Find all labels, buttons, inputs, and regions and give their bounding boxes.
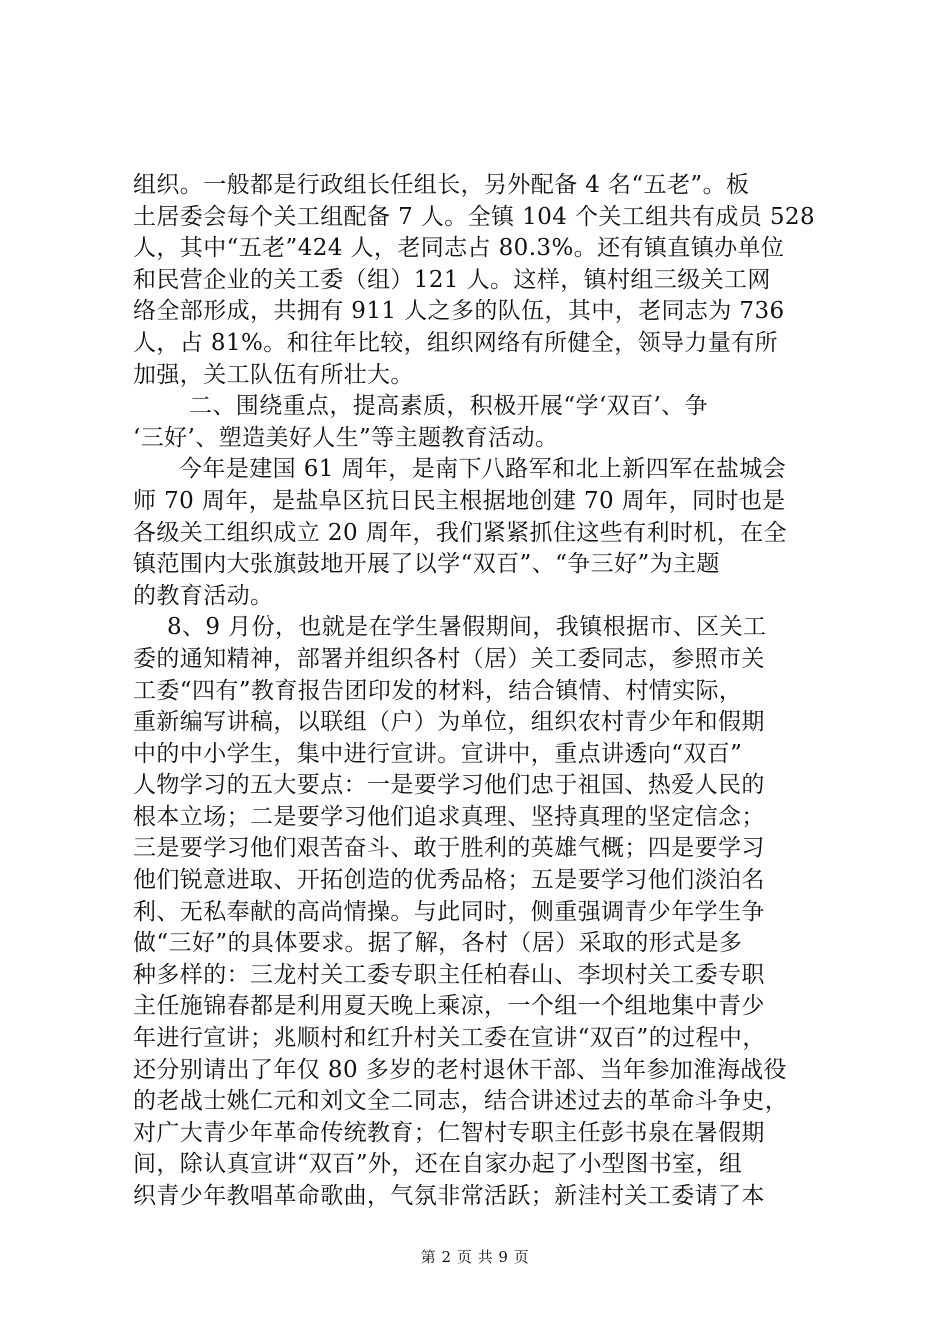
body-line: 年进行宣讲；兆顺村和红升村关工委在宣讲“双百”的过程中， — [133, 1025, 766, 1052]
document-body — [133, 170, 833, 1213]
body-line: 各级关工组织成立 20 周年，我们紧紧抓住这些有利时机，在全 — [133, 519, 787, 546]
body-line: 根本立场；二是要学习他们追求真理、坚持真理的坚定信念； — [133, 803, 765, 830]
body-line: 主任施锦春都是利用夏天晚上乘凉，一个组一个组地集中青少 — [133, 993, 765, 1020]
body-line: 8、9 月份，也就是在学生暑假期间，我镇根据市、区关工 — [167, 614, 767, 641]
body-line: 的老战士姚仁元和刘文全二同志，结合讲述过去的革命斗争史， — [133, 1088, 789, 1115]
body-line: 利、无私奉献的高尚情操。与此同时，侧重强调青少年学生争 — [133, 898, 765, 925]
section-heading-line: 二、围绕重点，提高素质，积极开展“学‘双百’、争 — [189, 393, 708, 420]
body-line: 重新编写讲稿，以联组（户）为单位，组织农村青少年和假期 — [133, 709, 765, 736]
body-line: 他们锐意进取、开拓创造的优秀品格；五是要学习他们淡泊名 — [133, 867, 765, 894]
body-line: 加强，关工队伍有所壮大。 — [133, 361, 414, 388]
body-line: 络全部形成，共拥有 911 人之多的队伍，其中，老同志为 736 — [133, 298, 785, 325]
body-line: 织青少年教唱革命歌曲，气氛非常活跃；新洼村关工委请了本 — [133, 1183, 765, 1209]
body-line: 人，其中“五老”424 人，老同志占 80.3%。还有镇直镇办单位 — [133, 235, 785, 262]
body-line: 做“三好”的具体要求。据了解，各村（居）采取的形式是多 — [133, 930, 743, 957]
body-line: 镇范围内大张旗鼓地开展了以学“双百”、“争三好”为主题 — [133, 551, 720, 578]
body-line: 中的中小学生，集中进行宣讲。宣讲中，重点讲透向“双百” — [133, 740, 743, 767]
body-line: 组织。一般都是行政组长任组长，另外配备 4 名“五老”。板 — [133, 172, 750, 198]
body-line: 土居委会每个关工组配备 7 人。全镇 104 个关工组共有成员 528 — [133, 203, 815, 230]
body-line: 人，占 81%。和往年比较，组织网络有所健全，领导力量有所 — [133, 329, 779, 356]
body-line: 师 70 周年，是盐阜区抗日民主根据地创建 70 周年，同时也是 — [133, 487, 786, 514]
body-line: 人物学习的五大要点：一是要学习他们忠于祖国、热爱人民的 — [133, 772, 765, 799]
body-line: 种多样的：三龙村关工委专职主任柏春山、李坝村关工委专职 — [133, 961, 765, 988]
body-line: 对广大青少年革命传统教育；仁智村专职主任彭书泉在暑假期 — [133, 1119, 765, 1146]
body-line: 的教育活动。 — [133, 582, 274, 609]
page-number-footer: 第 2 页 共 9 页 — [420, 1248, 530, 1266]
section-heading-line: ‘三好’、塑造美好人生”等主题教育活动。 — [133, 424, 559, 451]
body-line: 和民营企业的关工委（组）121 人。这样，镇村组三级关工网 — [133, 266, 771, 293]
body-line: 还分别请出了年仅 80 多岁的老村退休干部、当年参加淮海战役 — [133, 1056, 787, 1083]
body-line: 工委“四有”教育报告团印发的材料，结合镇情、村情实际， — [133, 677, 743, 704]
body-line: 委的通知精神，部署并组织各村（居）关工委同志，参照市关 — [133, 645, 765, 672]
body-line: 今年是建国 61 周年，是南下八路军和北上新四军在盐城会 — [179, 456, 787, 483]
body-line: 三是要学习他们艰苦奋斗、敢于胜利的英雄气概；四是要学习 — [133, 835, 765, 862]
body-line: 间，除认真宣讲“双百”外，还在自家办起了小型图书室，组 — [133, 1151, 743, 1178]
